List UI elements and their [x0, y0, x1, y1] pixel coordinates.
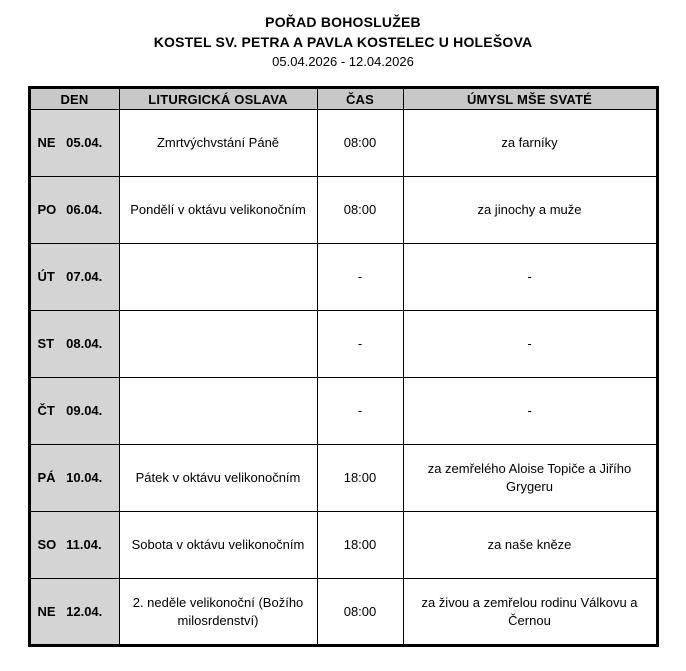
intention-cell: -	[403, 244, 657, 311]
day-abbrev: PÁ	[37, 470, 56, 486]
intention-cell: za jinochy a muže	[403, 177, 657, 244]
day-cell	[29, 512, 119, 579]
intention-cell: za zemřelého Aloise Topiče a Jiřího Grygeru	[403, 445, 657, 512]
day-date: 09.04.	[66, 403, 103, 419]
celebration-cell: Sobota v oktávu velikonočním	[119, 512, 317, 579]
celebration-cell	[119, 244, 317, 311]
document-subtitle: KOSTEL SV. PETRA A PAVLA KOSTELEC U HOLEŠOVA	[153, 34, 533, 50]
date-range: 05.04.2026 - 12.04.2026	[272, 54, 414, 69]
time-cell: -	[317, 244, 403, 311]
column-header-day: DEN	[29, 88, 119, 110]
day-cell	[29, 110, 119, 177]
celebration-cell: Zmrtvýchvstání Páně	[119, 110, 317, 177]
table-row	[29, 244, 657, 311]
table-row	[29, 445, 657, 512]
day-cell	[29, 177, 119, 244]
day-cell	[29, 311, 119, 378]
column-header-intention: ÚMYSL MŠE SVATÉ	[403, 88, 657, 110]
day-abbrev: ÚT	[37, 269, 55, 285]
table-row	[29, 177, 657, 244]
celebration-cell: Pátek v oktávu velikonočním	[119, 445, 317, 512]
day-cell	[29, 579, 119, 646]
intention-cell: za naše kněze	[403, 512, 657, 579]
day-abbrev: NE	[37, 603, 56, 619]
intention-cell: za farníky	[403, 110, 657, 177]
table-row	[29, 579, 657, 646]
table-header-row	[29, 88, 657, 110]
column-header-time: ČAS	[317, 88, 403, 110]
time-cell: 18:00	[317, 445, 403, 512]
table-row	[29, 512, 657, 579]
time-cell: 08:00	[317, 579, 403, 646]
column-header-celebration: LITURGICKÁ OSLAVA	[119, 88, 317, 110]
day-date: 10.04.	[66, 470, 103, 486]
day-abbrev: SO	[37, 537, 57, 553]
day-date: 08.04.	[66, 336, 103, 352]
day-abbrev: ST	[37, 336, 55, 352]
day-cell	[29, 445, 119, 512]
day-date: 12.04.	[66, 603, 103, 619]
time-cell: 08:00	[317, 177, 403, 244]
time-cell: -	[317, 378, 403, 445]
intention-cell: -	[403, 311, 657, 378]
time-cell: -	[317, 311, 403, 378]
day-cell	[29, 244, 119, 311]
time-cell: 08:00	[317, 110, 403, 177]
intention-cell: -	[403, 378, 657, 445]
day-abbrev: ČT	[37, 403, 55, 419]
day-abbrev: PO	[37, 202, 57, 218]
day-abbrev: NE	[37, 135, 56, 151]
table-row	[29, 378, 657, 445]
celebration-cell	[119, 378, 317, 445]
celebration-cell	[119, 311, 317, 378]
day-cell	[29, 378, 119, 445]
table-row	[29, 311, 657, 378]
schedule-table	[28, 86, 659, 647]
day-date: 11.04.	[66, 537, 102, 553]
day-date: 06.04.	[66, 202, 103, 218]
celebration-cell: 2. neděle velikonoční (Božího milosrdenství)	[119, 579, 317, 646]
intention-cell: za živou a zemřelou rodinu Válkovu a Černou	[403, 579, 657, 646]
day-date: 05.04.	[66, 135, 103, 151]
time-cell: 18:00	[317, 512, 403, 579]
table-row	[29, 110, 657, 177]
celebration-cell: Pondělí v oktávu velikonočním	[119, 177, 317, 244]
title-block	[0, 12, 686, 72]
document-title: POŘAD BOHOSLUŽEB	[265, 14, 421, 30]
day-date: 07.04.	[66, 269, 103, 285]
